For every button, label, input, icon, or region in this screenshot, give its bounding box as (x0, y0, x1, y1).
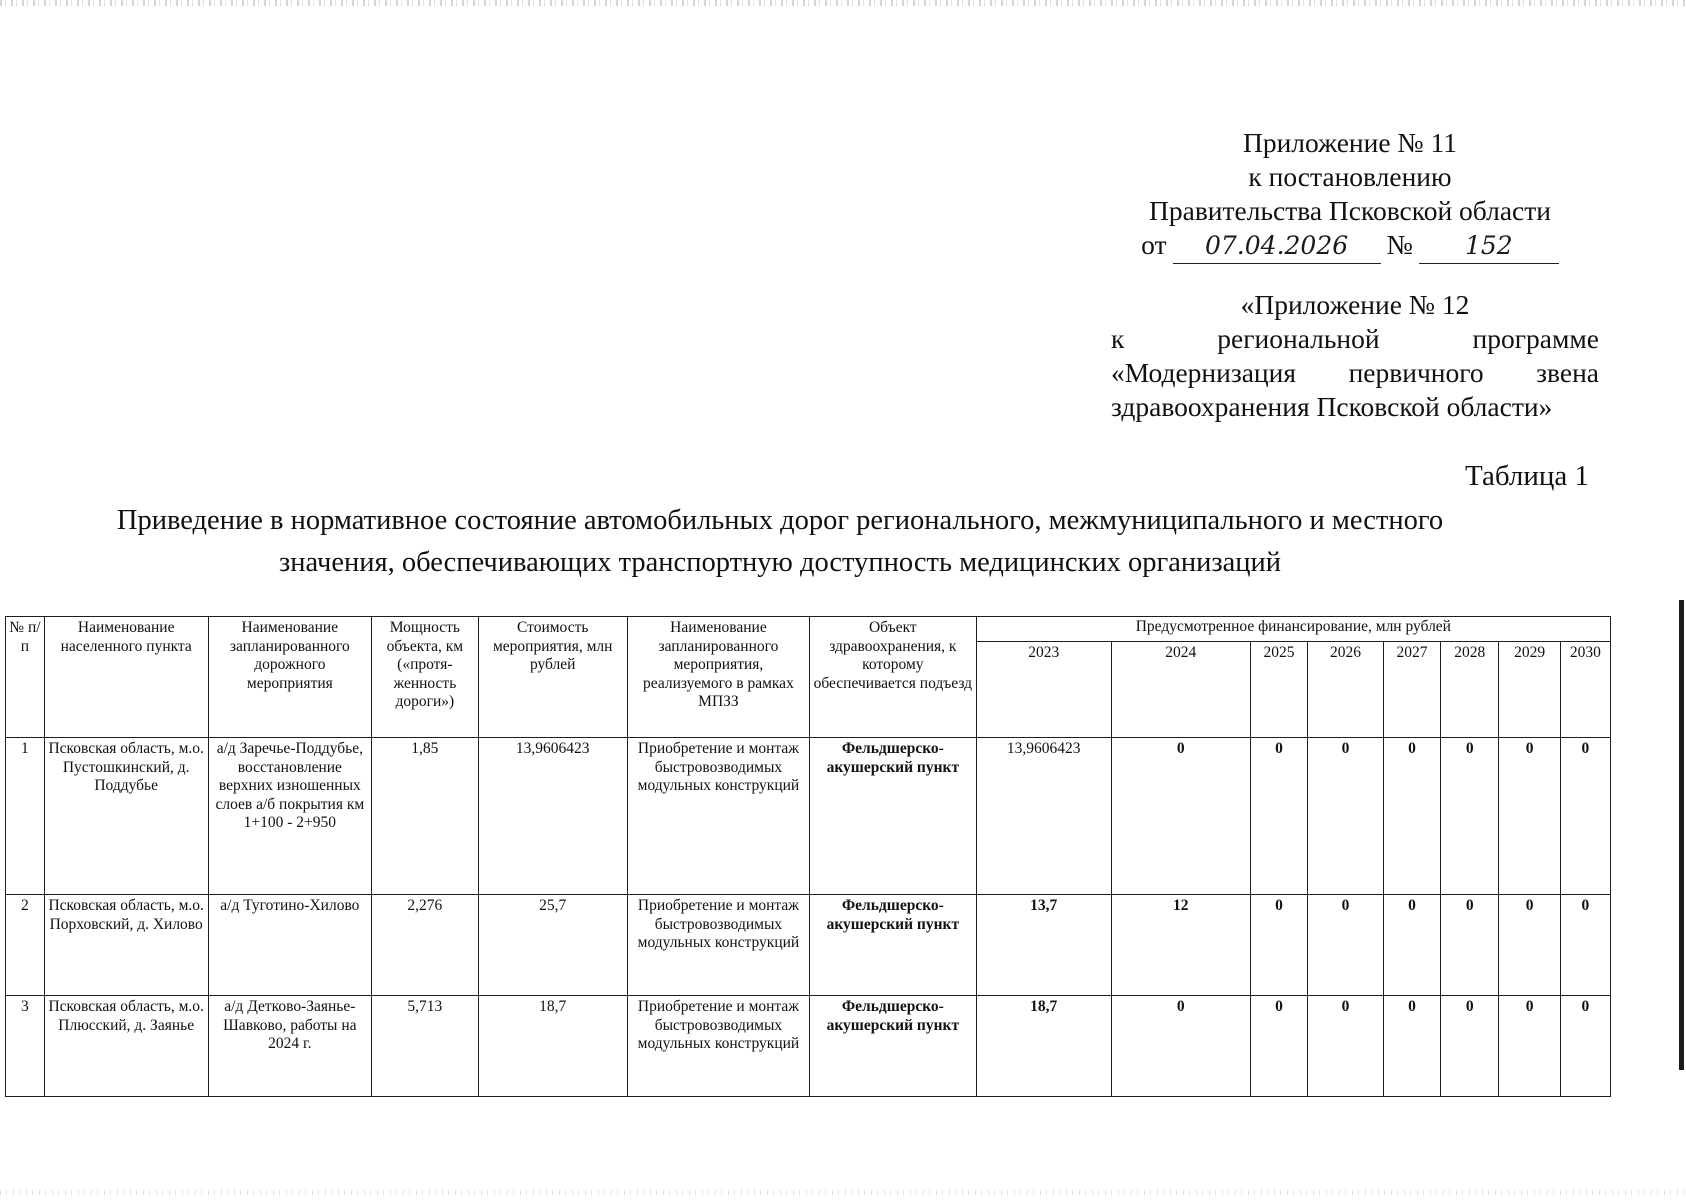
cell-year-2024: 12 (1111, 895, 1250, 996)
program-ref-line-1: «Приложение № 12 (1240, 289, 1470, 320)
cell-num: 3 (6, 996, 45, 1097)
cell-health-object: Фельдшерско-акушерский пункт (809, 895, 976, 996)
cell-year-2025: 0 (1250, 738, 1307, 895)
appendix-date-line (1141, 228, 1559, 264)
cell-health-object: Фельдшерско-акушерский пункт (809, 738, 976, 895)
cell-settlement: Псковская область, м.о. Плюсский, д. Заянье (44, 996, 208, 1097)
header-financing: Предусмотренное финансирование, млн рублей (976, 617, 1610, 642)
date-prefix: от (1141, 229, 1167, 260)
header-year-2029: 2029 (1499, 642, 1560, 738)
document-title-line-2: значения, обеспечивающих транспортную доступность медицинских организаций (278, 547, 1282, 578)
header-num: № п/п (6, 617, 45, 738)
header-year-2030: 2030 (1560, 642, 1610, 738)
cell-road-event: а/д Детково-Заянье-Шавково, работы на 2024 г. (208, 996, 372, 1097)
header-year-2028: 2028 (1441, 642, 1499, 738)
cell-year-2029: 0 (1499, 996, 1560, 1097)
appendix-header (1120, 126, 1580, 264)
cell-capacity: 1,85 (372, 738, 478, 895)
cell-mpzz-event: Приобретение и монтаж быстровозводимых модульных конструкций (627, 996, 809, 1097)
table-row (6, 738, 1611, 895)
table-row (6, 996, 1611, 1097)
cell-cost: 25,7 (478, 895, 627, 996)
cell-year-2029: 0 (1499, 738, 1560, 895)
header-road-event: Наименование запланированного дорожного мероприятия (208, 617, 372, 738)
handwritten-number: 152 (1419, 229, 1559, 264)
cell-year-2028: 0 (1441, 738, 1499, 895)
program-ref-line-3: «Модернизация первичного звена (1111, 357, 1599, 388)
appendix-title: Приложение № 11 (1242, 127, 1458, 158)
cell-mpzz-event: Приобретение и монтаж быстровозводимых модульных конструкций (627, 895, 809, 996)
header-capacity: Мощность объекта, км («протя-женность дороги») (372, 617, 478, 738)
header-row-1 (6, 617, 1611, 642)
cell-year-2023: 18,7 (976, 996, 1111, 1097)
cell-year-2025: 0 (1250, 996, 1307, 1097)
header-cost: Стоимость мероприятия, млн рублей (478, 617, 627, 738)
cell-year-2029: 0 (1499, 895, 1560, 996)
header-year-2024: 2024 (1111, 642, 1250, 738)
cell-year-2023: 13,7 (976, 895, 1111, 996)
cell-year-2026: 0 (1308, 895, 1384, 996)
cell-year-2024: 0 (1111, 996, 1250, 1097)
program-ref-line-4: здравоохранения Псковской области» (1111, 391, 1553, 422)
cell-year-2030: 0 (1560, 895, 1610, 996)
cell-year-2027: 0 (1383, 738, 1440, 895)
cell-capacity: 5,713 (372, 996, 478, 1097)
cell-mpzz-event: Приобретение и монтаж быстровозводимых модульных конструкций (627, 738, 809, 895)
table-row (6, 895, 1611, 996)
header-year-2027: 2027 (1383, 642, 1440, 738)
cell-num: 1 (6, 738, 45, 895)
cell-year-2023: 13,9606423 (976, 738, 1111, 895)
cell-num: 2 (6, 895, 45, 996)
cell-year-2028: 0 (1441, 895, 1499, 996)
header-settlement: Наименование населенного пункта (44, 617, 208, 738)
cell-year-2026: 0 (1308, 996, 1384, 1097)
header-year-2025: 2025 (1250, 642, 1307, 738)
cell-health-object: Фельдшерско-акушерский пункт (809, 996, 976, 1097)
cell-capacity: 2,276 (372, 895, 478, 996)
appendix-line-3: Правительства Псковской области (1149, 195, 1551, 226)
program-reference (1111, 288, 1599, 424)
cell-road-event: а/д Заречье-Поддубье, восстановление верхних изношенных слоев а/б покрытия км 1+100 - 2+950 (208, 738, 372, 895)
header-mpzz-event: Наименование запланированного мероприятия, реализуемого в рамках МПЗЗ (627, 617, 809, 738)
cell-year-2030: 0 (1560, 996, 1610, 1097)
cell-year-2027: 0 (1383, 996, 1440, 1097)
program-ref-line-2: к региональной программе (1111, 323, 1599, 354)
cell-cost: 13,9606423 (478, 738, 627, 895)
table-label: Таблица 1 (1464, 460, 1589, 492)
cell-year-2026: 0 (1308, 738, 1384, 895)
document-title (20, 500, 1540, 584)
header-year-2023: 2023 (976, 642, 1111, 738)
number-prefix: № (1386, 229, 1413, 260)
cell-settlement: Псковская область, м.о. Пустошкинский, д. Поддубье (44, 738, 208, 895)
cell-year-2030: 0 (1560, 738, 1610, 895)
scan-edge-right (1679, 600, 1684, 1070)
header-year-2026: 2026 (1308, 642, 1384, 738)
handwritten-date: 07.04.2026 (1173, 229, 1381, 264)
appendix-line-2: к постановлению (1248, 161, 1452, 192)
cell-cost: 18,7 (478, 996, 627, 1097)
scan-edge-top (0, 0, 1686, 6)
cell-year-2024: 0 (1111, 738, 1250, 895)
cell-year-2028: 0 (1441, 996, 1499, 1097)
cell-road-event: а/д Туготино-Хилово (208, 895, 372, 996)
cell-year-2027: 0 (1383, 895, 1440, 996)
financing-table (5, 616, 1611, 1097)
header-health-object: Объект здравоохранения, к которому обеспечивается подъезд (809, 617, 976, 738)
cell-year-2025: 0 (1250, 895, 1307, 996)
cell-settlement: Псковская область, м.о. Порховский, д. Хилово (44, 895, 208, 996)
scan-edge-bottom (0, 1190, 1686, 1195)
document-title-line-1: Приведение в нормативное состояние автомобильных дорог регионального, межмуниципального и местного (116, 505, 1444, 536)
